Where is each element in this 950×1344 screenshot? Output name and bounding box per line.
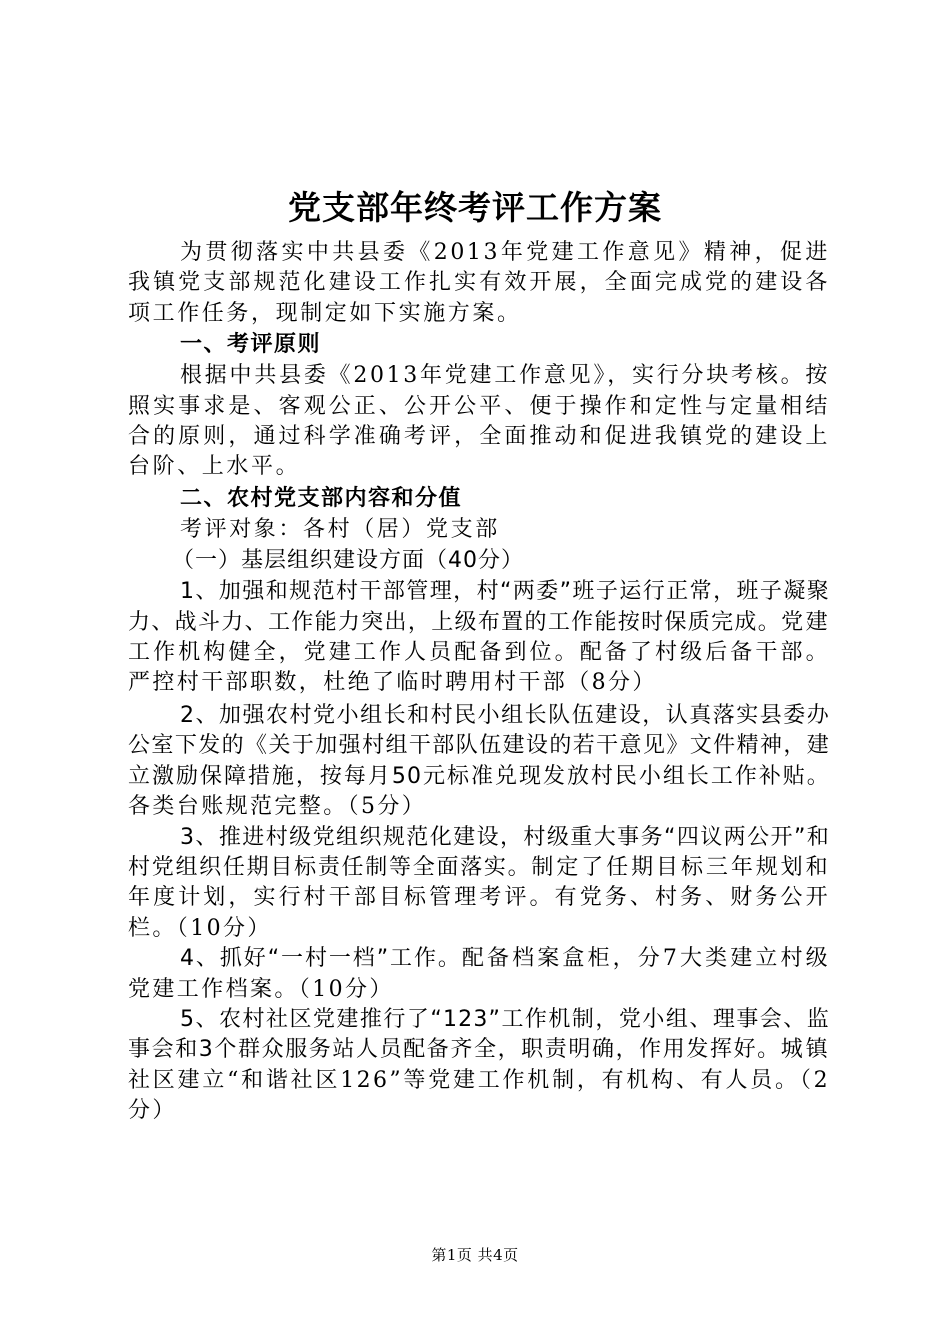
subsection-1-heading: （一）基层组织建设方面（40分） <box>172 548 524 574</box>
evaluation-target: 考评对象：各村（居）党支部 <box>180 516 500 542</box>
list-item-2-rest: 各类台账规范完整。（5分） <box>128 794 427 820</box>
section-2-heading: 二、农村党支部内容和分值 <box>180 485 463 511</box>
list-item-1-rest: 党建工作机构健全，党建工作人员配备到位。配备了村级后备干部。严控村干部职数，杜绝了临时聘用村干部（8分） <box>128 609 830 696</box>
list-item-2 <box>128 701 830 823</box>
document-title: 党支部年终考评工作方案 <box>288 188 662 227</box>
list-item-3 <box>128 823 830 945</box>
page-footer: 第1页 共4页 <box>431 1246 519 1264</box>
list-item-4 <box>128 944 830 1005</box>
section-1-paragraph: 根据中共县委《2013年党建工作意见》，实行分块考核。按照实事求是、客观公正、公开公平、便于操作和定性与定量相结合的原则，通过科学准确考评，全面推动和促进我镇党的建设上台阶、上水平。 <box>128 363 830 480</box>
list-item-5-lead: 5、农村社区党建推行了“123”工作机制，党小组、理事会、监事会和3个群众服务站人员配备齐全，职责明确，作用发挥好。 <box>128 1006 830 1063</box>
list-item-3-rest: 制定了任期目标三年规划和年度计划，实行村干部目标管理考评。有党务、村务、财务公开栏。（10分） <box>128 854 830 941</box>
intro-paragraph: 为贯彻落实中共县委《2013年党建工作意见》精神，促进我镇党支部规范化建设工作扎实有效开展，全面完成党的建设各项工作任务，现制定如下实施方案。 <box>128 240 830 326</box>
section-1-heading: 一、考评原则 <box>180 332 322 358</box>
list-item-3-lead: 3、推进村级党组织规范化建设，村级重大事务“四议两公开”和村党组织任期目标责任制等全面落实。 <box>128 824 830 880</box>
list-item-2-lead: 2、加强农村党小组长和村民小组长队伍建设，认真落实县委办公室下发的《关于加强村组干部队伍建设的若干意见》文件精神，建立激励保障措施，按每月50元标准兑现发放村民小组长工作补贴。 <box>128 702 830 789</box>
list-item-5 <box>128 1005 830 1127</box>
list-item-4-rest: 配备档案盒柜，分7大类建立村级党建工作档案。（10分） <box>128 946 830 1002</box>
list-item-1-lead: 1、加强和规范村干部管理，村“两委”班子运行正常，班子凝聚力、战斗力、工作能力突出，上级布置的工作能按时保质完成。 <box>128 579 830 635</box>
list-item-5-rest: 城镇社区建立“和谐社区126”等党建工作机制，有机构、有人员。（2分） <box>128 1037 830 1124</box>
list-item-1 <box>128 577 830 699</box>
list-item-4-lead: 4、抓好“一村一档”工作。 <box>180 946 462 972</box>
document-body <box>128 238 830 1127</box>
